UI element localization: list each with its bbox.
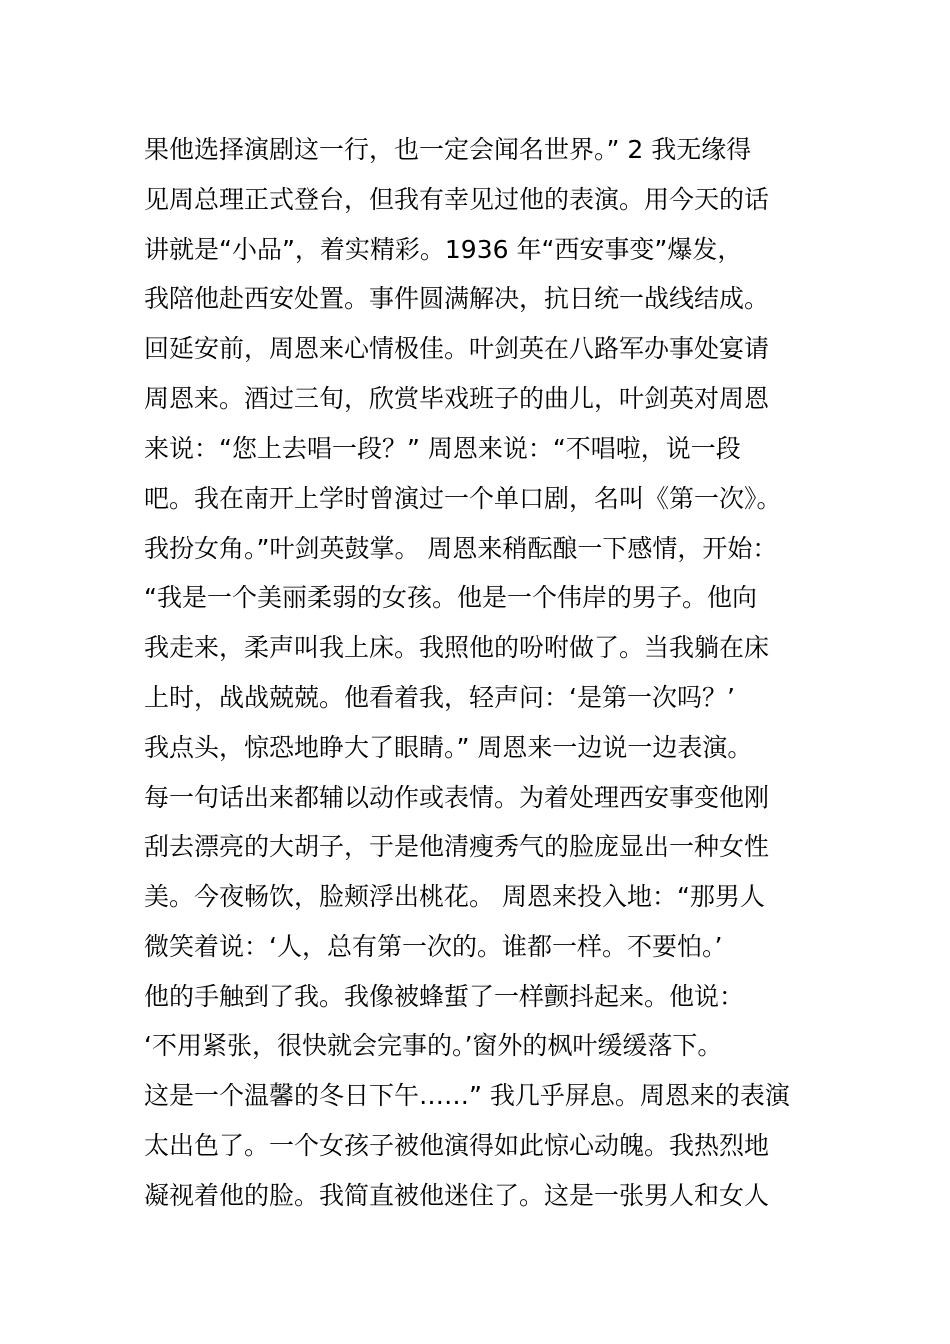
text-line: 刮去漂亮的大胡子，于是他清瘦秀气的脸庞显出一种女性 (144, 832, 770, 861)
text-line: 周恩来。酒过三旬，欣赏毕戏班子的曲儿，叶剑英对周恩 (144, 384, 770, 413)
text-line: 我陪他赴西安处置。事件圆满解决，抗日统一战线结成。 (144, 284, 770, 313)
text-line: 我走来，柔声叫我上床。我照他的吩咐做了。当我躺在床 (144, 633, 770, 662)
text-line: 见周总理正式登台，但我有幸见过他的表演。用今天的话 (144, 185, 770, 214)
text-line: 我扮女角。”叶剑英鼓掌。 周恩来稍酝酿一下感情，开始： (144, 534, 778, 563)
text-line: ‘不用紧张，很快就会完事的。’窗外的枫叶缓缓落下。 (144, 1031, 723, 1060)
text-line: 上时，战战兢兢。他看着我，轻声问：‘是第一次吗？’ (144, 683, 735, 712)
text-line: 果他选择演剧这一行，也一定会闻名世界。” 2 我无缘得 (144, 135, 752, 164)
text-line: 美。今夜畅饮，脸颊浮出桃花。 周恩来投入地：“那男人 (144, 882, 765, 911)
text-line: 讲就是“小品”，着实精彩。1936 年“西安事变”爆发， (144, 235, 743, 264)
text-line: 他的手触到了我。我像被蜂蜇了一样颤抖起来。他说： (144, 982, 745, 1011)
text-line: 这是一个温馨的冬日下午……” 我几乎屏息。周恩来的表演 (144, 1081, 790, 1110)
text-line: 回延安前，周恩来心情极佳。叶剑英在八路军办事处宴请 (144, 334, 770, 363)
text-line: “我是一个美丽柔弱的女孩。他是一个伟岸的男子。他向 (144, 583, 757, 612)
text-line: 我点头，惊恐地睁大了眼睛。” 周恩来一边说一边表演。 (144, 733, 753, 762)
text-line: 微笑着说：‘人，总有第一次的。谁都一样。不要怕。’ (144, 932, 723, 961)
text-line: 每一句话出来都辅以动作或表情。为着处理西安事变他刚 (144, 783, 770, 812)
text-line: 凝视着他的脸。我简直被他迷住了。这是一张男人和女人 (144, 1181, 770, 1210)
text-line: 吧。我在南开上学时曾演过一个单口剧，名叫《第一次》。 (144, 484, 782, 513)
text-line: 太出色了。一个女孩子被他演得如此惊心动魄。我热烈地 (144, 1131, 770, 1160)
text-line: 来说：“您上去唱一段？” 周恩来说：“不唱啦，说一段 (144, 434, 741, 463)
